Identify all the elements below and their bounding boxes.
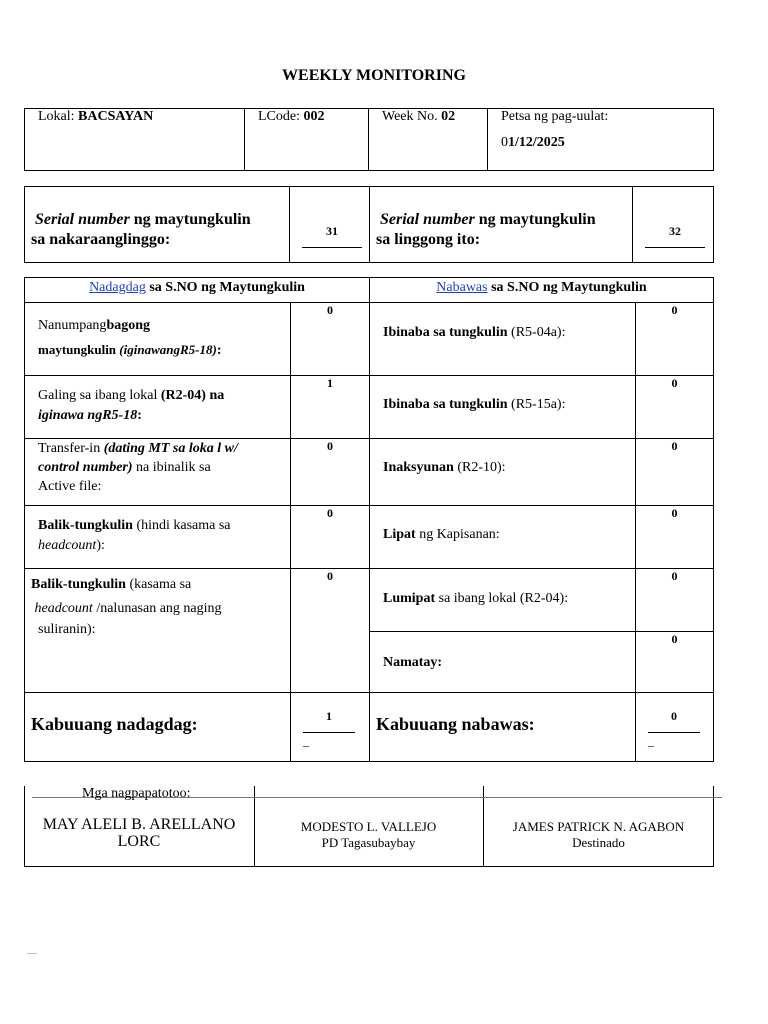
serial-prev-italic: Serial number <box>35 211 130 228</box>
nabawas-row-0-label <box>383 325 565 341</box>
nabawas-row-3-label <box>383 527 500 543</box>
serial-prev-value: 31 <box>326 224 338 238</box>
total-nabawas-label: Kabuuang nabawas: <box>376 714 535 734</box>
week-label: Week No. <box>382 109 438 124</box>
row3-b: (hindi kasama sa <box>132 518 231 533</box>
row0-e: : <box>216 343 222 358</box>
page-title: WEEKLY MONITORING <box>282 67 466 84</box>
row1-b: (R2-04) na <box>160 388 225 403</box>
nabawas-row-1-value: 0 <box>671 376 678 390</box>
nb2-b: (R2-10): <box>453 460 506 475</box>
serial-curr-line2: sa linggong ito: <box>376 231 481 248</box>
row4-e: suliranin): <box>38 622 96 637</box>
nb2-a: Inaksyunan <box>383 460 454 475</box>
nadagdag-row-2-value: 0 <box>327 439 333 453</box>
footer-mark <box>27 953 37 954</box>
nadagdag-row-3-label <box>38 516 288 556</box>
nabawas-row-2-label <box>383 460 506 476</box>
week-value: 02 <box>441 109 456 124</box>
row2-b: (dating MT sa loka l w/ <box>103 441 238 456</box>
nb4-a: Lumipat <box>383 591 436 606</box>
signature-2-role: PD Tagasubaybay <box>321 835 416 850</box>
nadagdag-row-0-value: 0 <box>327 303 333 317</box>
serial-curr-rest: ng maytungkulin <box>474 211 596 228</box>
nadagdag-header-rest: sa S.NO ng Maytungkulin <box>145 280 305 295</box>
petsa-label: Petsa ng pag-uulat: <box>501 109 609 124</box>
week-field <box>382 109 455 125</box>
total-nadagdag-value: 1 <box>326 709 332 723</box>
nabawas-row-2-value: 0 <box>671 439 678 453</box>
nb1-a: Ibinaba sa tungkulin <box>383 397 508 412</box>
serial-prev-line2: sa nakaraanglinggo: <box>31 231 171 248</box>
serial-prev-label <box>31 210 289 250</box>
nb1-b: (R5-15a): <box>507 397 566 412</box>
total-nabawas-dash: _ <box>648 734 654 748</box>
row4-b: (kasama sa <box>125 577 192 592</box>
signature-3-role: Destinado <box>572 835 625 850</box>
nabawas-row-4-label <box>383 591 568 607</box>
lcode-label: LCode: <box>258 109 300 124</box>
serial-curr-label <box>376 210 632 250</box>
row2-e: Active file: <box>38 479 102 494</box>
nadagdag-row-0-label <box>38 314 288 363</box>
row3-d: ): <box>96 538 105 553</box>
row1-d: : <box>137 408 142 423</box>
nadagdag-row-1-value: 1 <box>327 376 333 390</box>
total-nadagdag-label: Kabuuang nadagdag: <box>31 714 198 734</box>
row0-b: bagong <box>106 318 151 333</box>
row0-c: maytungkulin <box>38 342 120 357</box>
row3-a: Balik-tungkulin <box>38 518 133 533</box>
row0-a: Nanumpang <box>38 318 107 333</box>
lokal-label: Lokal: <box>38 109 75 124</box>
total-nadagdag-dash: _ <box>303 734 309 748</box>
row4-c: headcount <box>34 601 93 616</box>
nb5-a: Namatay: <box>383 655 443 670</box>
row4-d: /nalunasan ang naging <box>92 601 222 616</box>
row2-c: control number) <box>38 460 133 475</box>
lcode-field <box>258 109 325 125</box>
row2-d: na ibinalik sa <box>132 460 211 475</box>
nabawas-row-1-label <box>383 397 565 413</box>
nadagdag-row-1-label <box>38 386 288 426</box>
attest-label: Mga nagpapatotoo: <box>82 786 191 801</box>
nabawas-row-5-label <box>383 655 442 671</box>
petsa-value: 1/12/2025 <box>508 135 565 150</box>
nadagdag-row-3-value: 0 <box>327 506 333 520</box>
nabawas-link[interactable]: Nabawas <box>436 280 488 295</box>
signature-2-name: MODESTO L. VALLEJO <box>300 819 437 834</box>
nb3-b: ng Kapisanan: <box>415 527 500 542</box>
signature-3 <box>483 819 714 851</box>
row4-a: Balik-tungkulin <box>31 577 126 592</box>
nb0-b: (R5-04a): <box>507 325 566 340</box>
petsa-field <box>501 135 565 151</box>
nabawas-row-0-value: 0 <box>671 303 678 317</box>
nadagdag-row-4-label <box>31 573 287 639</box>
row3-c: headcount <box>38 538 97 553</box>
row0-d: (iginawangR5-18) <box>119 342 217 357</box>
total-nabawas-value: 0 <box>671 709 677 723</box>
nb0-a: Ibinaba sa tungkulin <box>383 325 508 340</box>
signature-1 <box>24 816 254 850</box>
nabawas-header-rest: sa S.NO ng Maytungkulin <box>487 280 647 295</box>
nadagdag-link[interactable]: Nadagdag <box>89 280 146 295</box>
serial-curr-value: 32 <box>669 224 681 238</box>
lokal-value: BACSAYAN <box>78 109 154 124</box>
serial-prev-rest: ng maytungkulin <box>129 211 251 228</box>
nabawas-row-4-value: 0 <box>671 569 678 583</box>
row2-a: Transfer-in <box>38 441 104 456</box>
row1-c: iginawa ngR5-18 <box>38 408 138 423</box>
signature-1-name: MAY ALELI B. ARELLANO <box>42 816 236 833</box>
nabawas-row-3-value: 0 <box>671 506 678 520</box>
nabawas-header <box>369 280 714 296</box>
lokal-field <box>38 109 153 125</box>
signature-2 <box>254 819 483 851</box>
signature-3-name: JAMES PATRICK N. AGABON <box>512 819 685 834</box>
nadagdag-header <box>24 280 370 296</box>
nadagdag-row-4-value: 0 <box>327 569 333 583</box>
nabawas-row-5-value: 0 <box>671 632 678 646</box>
signature-1-role: LORC <box>117 833 161 850</box>
row1-a: Galing sa ibang lokal <box>38 388 161 403</box>
petsa-prefix: 0 <box>501 135 508 150</box>
nb4-b: sa ibang lokal (R2-04): <box>435 591 569 606</box>
nadagdag-row-2-label <box>38 439 288 496</box>
nb3-a: Lipat <box>383 527 416 542</box>
serial-curr-italic: Serial number <box>380 211 475 228</box>
lcode-value: 002 <box>303 109 325 124</box>
